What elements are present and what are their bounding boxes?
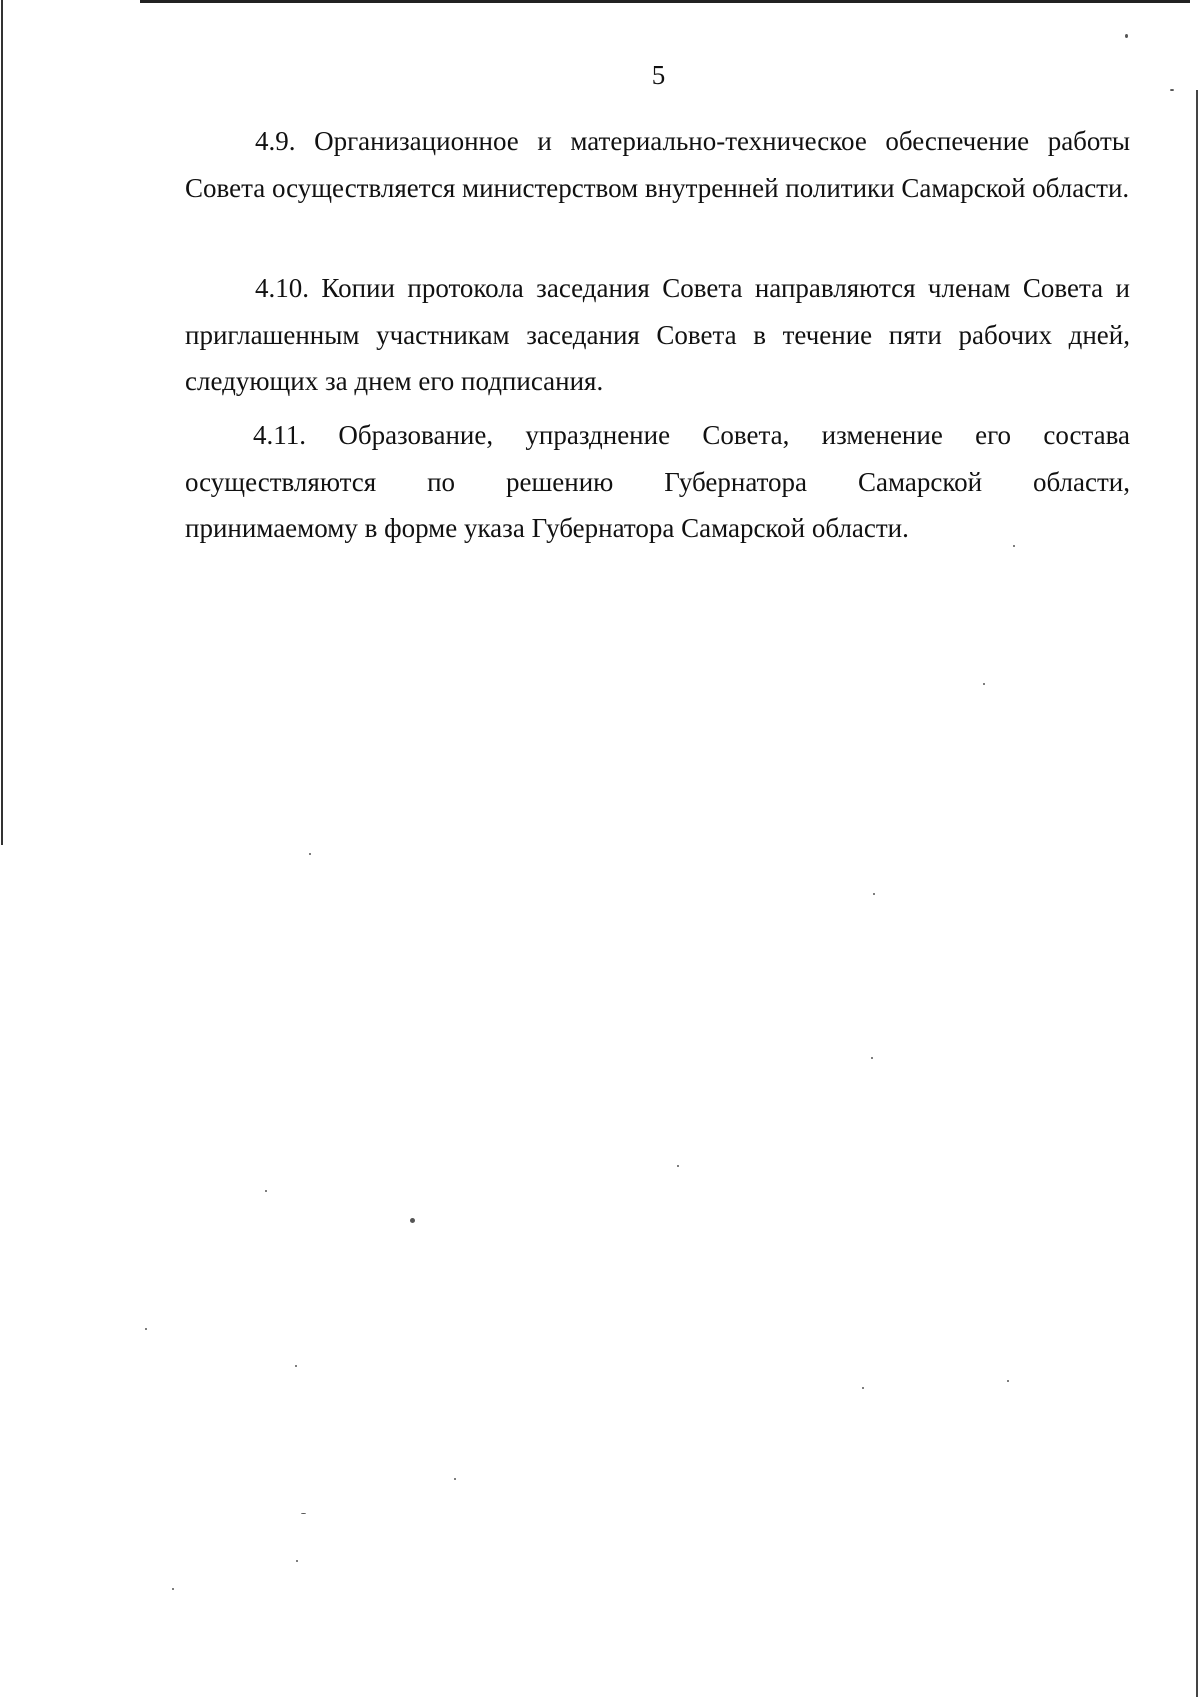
scan-speck	[1170, 89, 1174, 91]
scan-border-left	[1, 0, 3, 845]
paragraph-4-11-line-3: принимаемому в форме указа Губернатора Самарской области.	[185, 513, 909, 543]
scan-speck	[873, 893, 875, 895]
scan-speck	[172, 1588, 174, 1590]
scan-border-top	[140, 0, 1190, 3]
scan-speck	[862, 1387, 864, 1389]
paragraph-4-11-line-2: осуществляются по решению Губернатора Самарской области,	[185, 466, 1130, 497]
scan-speck	[145, 1328, 147, 1330]
scan-speck	[295, 1365, 297, 1367]
scan-border-right	[1196, 90, 1198, 1697]
paragraph-4-10: 4.10. Копии протокола заседания Совета направляются членам Совета и приглашенным участникам заседания Совета в течение пяти рабочих дней, следующих за днем его подписания.	[185, 273, 1130, 396]
paragraph-4-11	[185, 412, 1130, 552]
scan-speck	[871, 1057, 873, 1059]
scan-speck	[1013, 545, 1015, 547]
paragraph-4-11-line-1: 4.11. Образование, упразднение Совета, изменение его состава	[253, 420, 1130, 450]
scan-speck	[1125, 34, 1128, 38]
scan-speck	[410, 1218, 415, 1223]
scan-speck	[677, 1165, 679, 1167]
scan-speck	[296, 1560, 298, 1562]
scan-speck	[309, 853, 311, 855]
scan-speck	[1007, 1380, 1009, 1382]
scan-speck	[454, 1478, 456, 1480]
page-number: 5	[651, 60, 666, 90]
scan-speck	[301, 1513, 306, 1514]
scan-speck	[265, 1190, 267, 1192]
paragraph-4-9: 4.9. Организационное и материально-техническое обеспечение работы Совета осуществляется министерством внутренней политики Самарской области.	[185, 126, 1130, 203]
scan-speck	[983, 683, 985, 685]
